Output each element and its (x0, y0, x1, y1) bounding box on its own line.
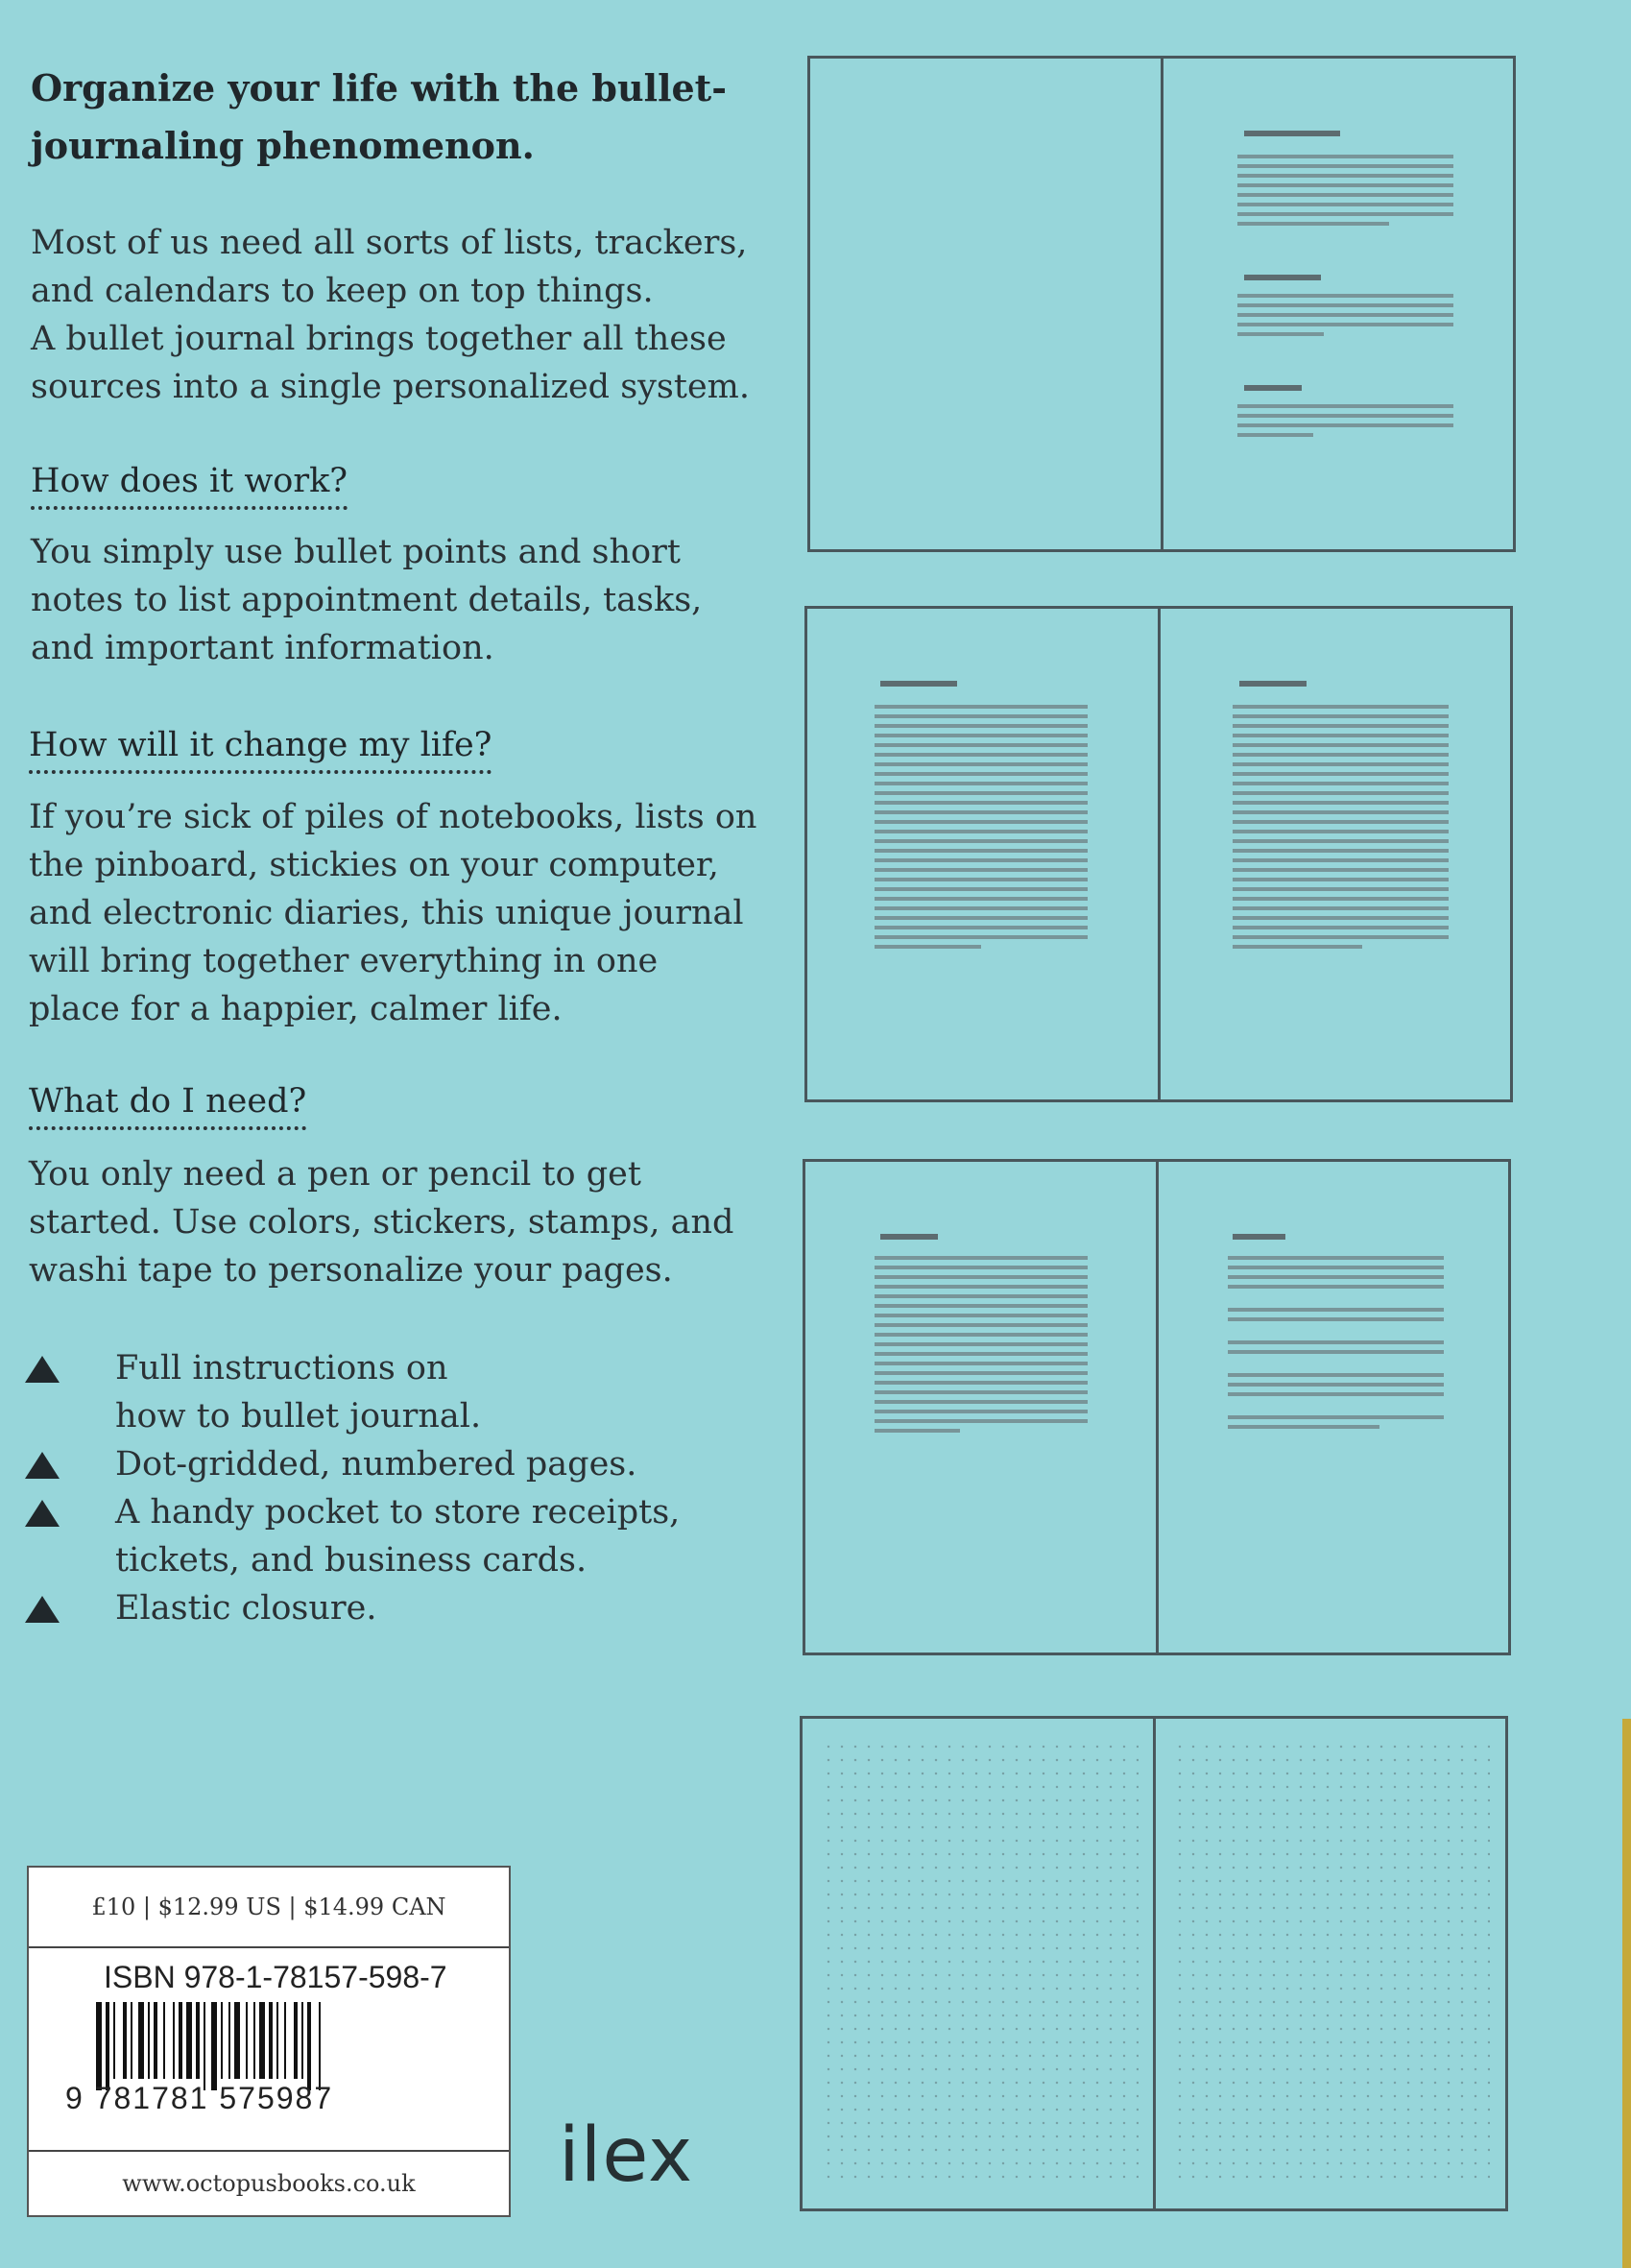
isbn-label: ISBN 978-1-78157-598-7 (104, 1960, 447, 1994)
sample-spread-1 (807, 56, 1516, 552)
dot-grid-page-left (822, 1740, 1139, 2187)
barcode-bar (154, 2002, 157, 2079)
page-edge (1622, 1719, 1631, 2268)
publisher-logo: ilex (559, 2112, 694, 2199)
barcode-bar (221, 2002, 223, 2079)
barcode-bar (228, 2002, 230, 2079)
section-heading-how-does-it-work: How does it work? (31, 458, 348, 510)
spread-gutter (1153, 1719, 1156, 2208)
feature-text: Full instructions on how to bullet journal. (115, 1349, 482, 1436)
price-label: £10 | $12.99 US | $14.99 CAN (29, 1868, 509, 1948)
barcode-bar (179, 2002, 182, 2079)
feature-item (25, 1440, 755, 1488)
barcode-bar (196, 2002, 200, 2079)
barcode-bar (204, 2002, 205, 2090)
barcode-bar (246, 2002, 248, 2079)
sample-spread-dot-grid (800, 1716, 1508, 2211)
barcode-bar (96, 2002, 102, 2090)
barcode-bar (173, 2002, 175, 2079)
section-body-what-do-i-need: You only need a pen or pencil to get started. Use colors, stickers, stamps, and washi tape to personalize your pages. (29, 1155, 734, 1290)
page-text-block (1237, 404, 1453, 443)
page-text-block (1228, 1256, 1444, 1435)
page-heading-mark (1244, 131, 1340, 136)
barcode-bar (234, 2002, 240, 2079)
publisher-url: www.octopusbooks.co.uk (29, 2150, 509, 2215)
barcode-bar (319, 2002, 321, 2090)
spread-gutter (1156, 1162, 1159, 1653)
barcode-bar (163, 2002, 165, 2079)
page-text-block (1237, 294, 1453, 342)
feature-text: Dot-gridded, numbered pages. (115, 1445, 637, 1484)
sample-spread-2 (804, 606, 1513, 1102)
barcode-bar (138, 2002, 144, 2079)
page-heading-mark (880, 681, 957, 687)
barcode-bar (148, 2002, 150, 2079)
barcode-bar (253, 2002, 255, 2079)
triangle-bullet-icon (25, 1356, 60, 1383)
spread-gutter (1158, 609, 1161, 1099)
feature-item (25, 1344, 755, 1440)
page-heading-mark (880, 1234, 938, 1240)
barcode-bar (276, 2002, 278, 2079)
triangle-bullet-icon (25, 1500, 60, 1527)
barcode-bar (294, 2002, 298, 2079)
headline: Organize your life with the bullet- journaling phenomenon. (31, 66, 728, 167)
page-text-block (875, 705, 1088, 954)
triangle-bullet-icon (25, 1452, 60, 1479)
barcode-bar (123, 2002, 127, 2079)
intro-paragraph: Most of us need all sorts of lists, trackers, and calendars to keep on top things. A bullet journal brings together all these sources into a single personalized system. (31, 224, 750, 406)
page-heading-mark (1244, 385, 1302, 391)
page-heading-mark (1233, 1234, 1285, 1240)
section-heading-what-do-i-need: What do I need? (29, 1078, 306, 1130)
section-heading-change-my-life: How will it change my life? (29, 722, 492, 774)
page-text-block (1237, 155, 1453, 231)
barcode-bar (307, 2002, 311, 2090)
barcode-digits: 9 781781 575987 (65, 2081, 334, 2115)
page-text-block (875, 1256, 1088, 1438)
feature-item (25, 1584, 755, 1632)
dot-grid-page-right (1173, 1740, 1490, 2187)
barcode-icon (96, 2002, 461, 2090)
barcode-bar (113, 2002, 115, 2079)
section-body-change-my-life: If you’re sick of piles of notebooks, lists on the pinboard, stickies on your computer, and electronic diaries, this unique journal will bring together everything in one place for a happier, calmer life. (29, 798, 757, 1028)
barcode-bar (301, 2002, 303, 2079)
barcode-bar (131, 2002, 132, 2079)
barcode-bar (259, 2002, 265, 2079)
page-text-block (1233, 705, 1449, 954)
barcode-bar (211, 2002, 217, 2090)
page-heading-mark (1244, 275, 1321, 280)
barcode-bar (106, 2002, 109, 2090)
spread-gutter (1161, 59, 1163, 549)
barcode-bar (269, 2002, 273, 2079)
page-heading-mark (1239, 681, 1307, 687)
barcode-bar (186, 2002, 192, 2079)
feature-item (25, 1488, 755, 1584)
sample-spread-3 (803, 1159, 1511, 1655)
feature-list (25, 1344, 755, 1632)
feature-text: A handy pocket to store receipts, tickets, and business cards. (115, 1493, 681, 1580)
section-body-how-does-it-work: You simply use bullet points and short notes to list appointment details, tasks, and important information. (31, 533, 703, 667)
barcode-box (27, 1866, 511, 2217)
barcode-bar (284, 2002, 286, 2079)
feature-text: Elastic closure. (115, 1589, 377, 1628)
triangle-bullet-icon (25, 1596, 60, 1623)
